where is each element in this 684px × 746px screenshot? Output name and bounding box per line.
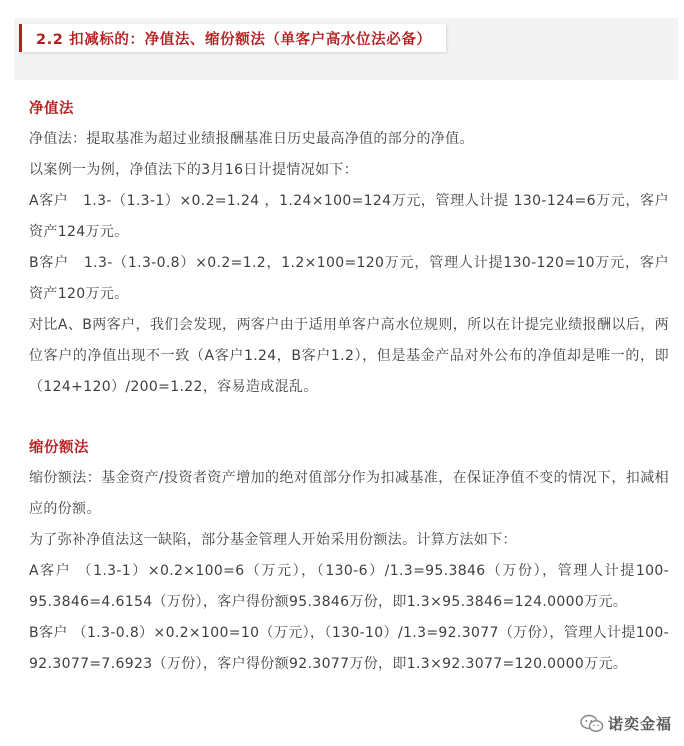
share-definition: 缩份额法：基金资产/投资者资产增加的绝对值部分作为扣减基准，在保证净值不变的情况下，扣减相应的份额。 <box>29 470 669 517</box>
watermark-text: 诺奕金福 <box>607 715 672 733</box>
section-spacer <box>29 403 669 433</box>
nav-client-b: B客户 1.3-（1.3-0.8）×0.2=1.2，1.2×100=120万元，管理人计提130-120=10万元，客户资产120万元。 <box>29 255 669 302</box>
account-watermark <box>580 713 672 734</box>
share-method-heading: 缩份额法 <box>29 440 89 456</box>
nav-client-a: A客户 1.3-（1.3-1）×0.2=1.24 ，1.24×100=124万元，管理人计提 130-124=6万元，客户资产124万元。 <box>29 193 669 240</box>
nav-case-intro: 以案例一为例，净值法下的3月16日计提情况如下： <box>29 162 359 178</box>
nav-definition: 净值法：提取基准为超过业绩报酬基准日历史最高净值的部分的净值。 <box>29 131 474 147</box>
share-client-b: B客户 （1.3-0.8）×0.2×100=10（万元），（130-10）/1.3=92.3077（万份），管理人计提100-92.3077=7.6923（万份），客户得份额92.3077万份，即1.3×92.3077=120.0000万元。 <box>29 625 669 672</box>
nav-comparison: 对比A、B两客户，我们会发现，两客户由于适用单客户高水位规则，所以在计提完业绩报酬以后，两位客户的净值出现不一致（A客户1.24，B客户1.2），但是基金产品对外公布的净值却是唯一的，即（124+120）/200=1.22，容易造成混乱。 <box>29 317 669 395</box>
article-body <box>29 94 669 680</box>
share-intro: 为了弥补净值法这一缺陷，部分基金管理人开始采用份额法。计算方法如下： <box>29 532 517 548</box>
section-title-box <box>19 24 446 52</box>
nav-method-heading: 净值法 <box>29 101 74 117</box>
wechat-icon <box>580 714 604 734</box>
share-client-a: A客户 （1.3-1）×0.2×100=6（万元），（130-6）/1.3=95.3846（万份），管理人计提100-95.3846=4.6154（万份），客户得份额95.3846万份，即1.3×95.3846=124.0000万元。 <box>29 563 669 610</box>
section-title: 2.2 扣减标的：净值法、缩份额法（单客户高水位法必备） <box>36 31 432 48</box>
